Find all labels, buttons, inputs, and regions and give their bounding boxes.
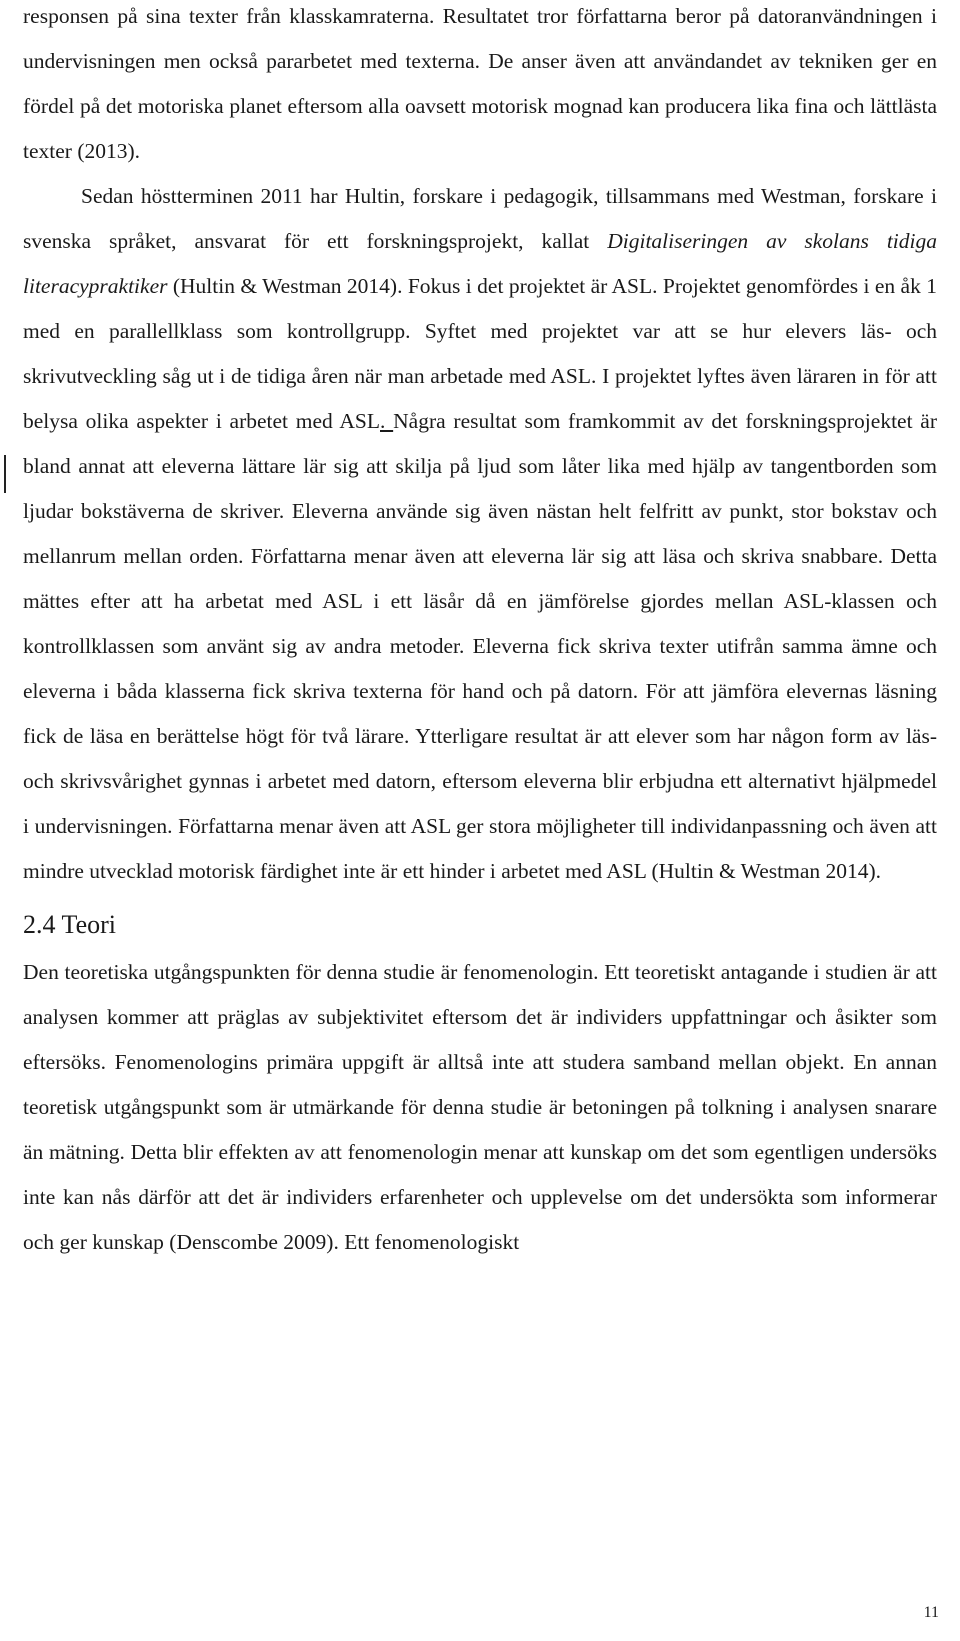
revision-change-bar (4, 455, 6, 493)
paragraph-continued: responsen på sina texter från klasskamraterna. Resultatet tror författarna beror på datoranvändningen i undervisningen men också pararbetet med texterna. De anser även att användandet av tekniken ger en fördel på det motoriska planet eftersom alla oavsett motorisk mognad kan producera lika fina och lättlästa texter (2013). (23, 4, 937, 163)
document-page (23, 0, 937, 1265)
paragraph-teori: Den teoretiska utgångspunkten för denna studie är fenomenologin. Ett teoretiskt antagande i studien är att analysen kommer att präglas av subjektivitet eftersom det är individers uppfattningar och åsikter som eftersöks. Fenomenologins primära uppgift är alltså inte att studera samband mellan objekt. En annan teoretisk utgångspunkt som är utmärkande för denna studie är betoningen på tolkning i analysen snarare än mätning. Detta blir effekten av att fenomenologin menar att kunskap om det som egentligen undersöks inte kan nås därför att det är individers erfarenheter och upplevelse om det undersökta som informerar och ger kunskap (Denscombe 2009). Ett fenomenologiskt (23, 960, 937, 1254)
paragraph-hultin-westman (23, 174, 937, 894)
paragraph-text-part3: Några resultat som framkommit av det forskningsprojektet är bland annat att eleverna lättare lär sig att skilja på ljud som låter lika med hjälp av tangentborden som ljudar bokstäverna de skriver. Eleverna använde sig även nästan helt felfritt av punkt, stor bokstav och mellanrum mellan orden. Författarna menar även att eleverna lär sig att läsa och skriva snabbare. Detta mättes efter att ha arbetat med ASL i ett läsår då en jämförelse gjordes mellan ASL-klassen och kontrollklassen som använt sig av andra metoder. Eleverna fick skriva texter utifrån samma ämne och eleverna i båda klasserna fick skriva texterna för hand och på datorn. För att jämföra elevernas läsning fick de läsa en berättelse högt för två lärare. Ytterligare resultat är att elever som har någon form av läs- och skrivsvårighet gynnas i arbetet med datorn, eftersom eleverna blir erbjudna ett alternativt hjälpmedel i undervisningen. Författarna menar även att ASL ger stora möjligheter till individanpassning och även att mindre utvecklad motorisk färdighet inte är ett hinder i arbetet med ASL (Hultin & Westman 2014). (23, 409, 938, 883)
underlined-tracked-change: . (380, 409, 394, 433)
paragraph-text-part1: Sedan höstterminen 2011 har Hultin, forskare i pedagogik, tillsammans med Westman, forskare i svenska språket, ansvarat för ett forskningsprojekt, kallat (23, 184, 937, 253)
project-title-italic: Digitaliseringen av skolans tidiga literacypraktiker (23, 229, 937, 298)
page-number: 11 (923, 1604, 939, 1621)
section-heading-teori: 2.4 Teori (23, 910, 117, 939)
paragraph-text-part2: (Hultin & Westman 2014). Fokus i det projektet är ASL. Projektet genomfördes i en åk 1 med en parallellklass som kontrollgrupp. Syftet med projektet var att se hur elevers läs- och skrivutveckling såg ut i de tidiga åren när man arbetade med ASL. I projektet lyftes även läraren in för att belysa olika aspekter i arbetet med ASL (23, 274, 937, 433)
